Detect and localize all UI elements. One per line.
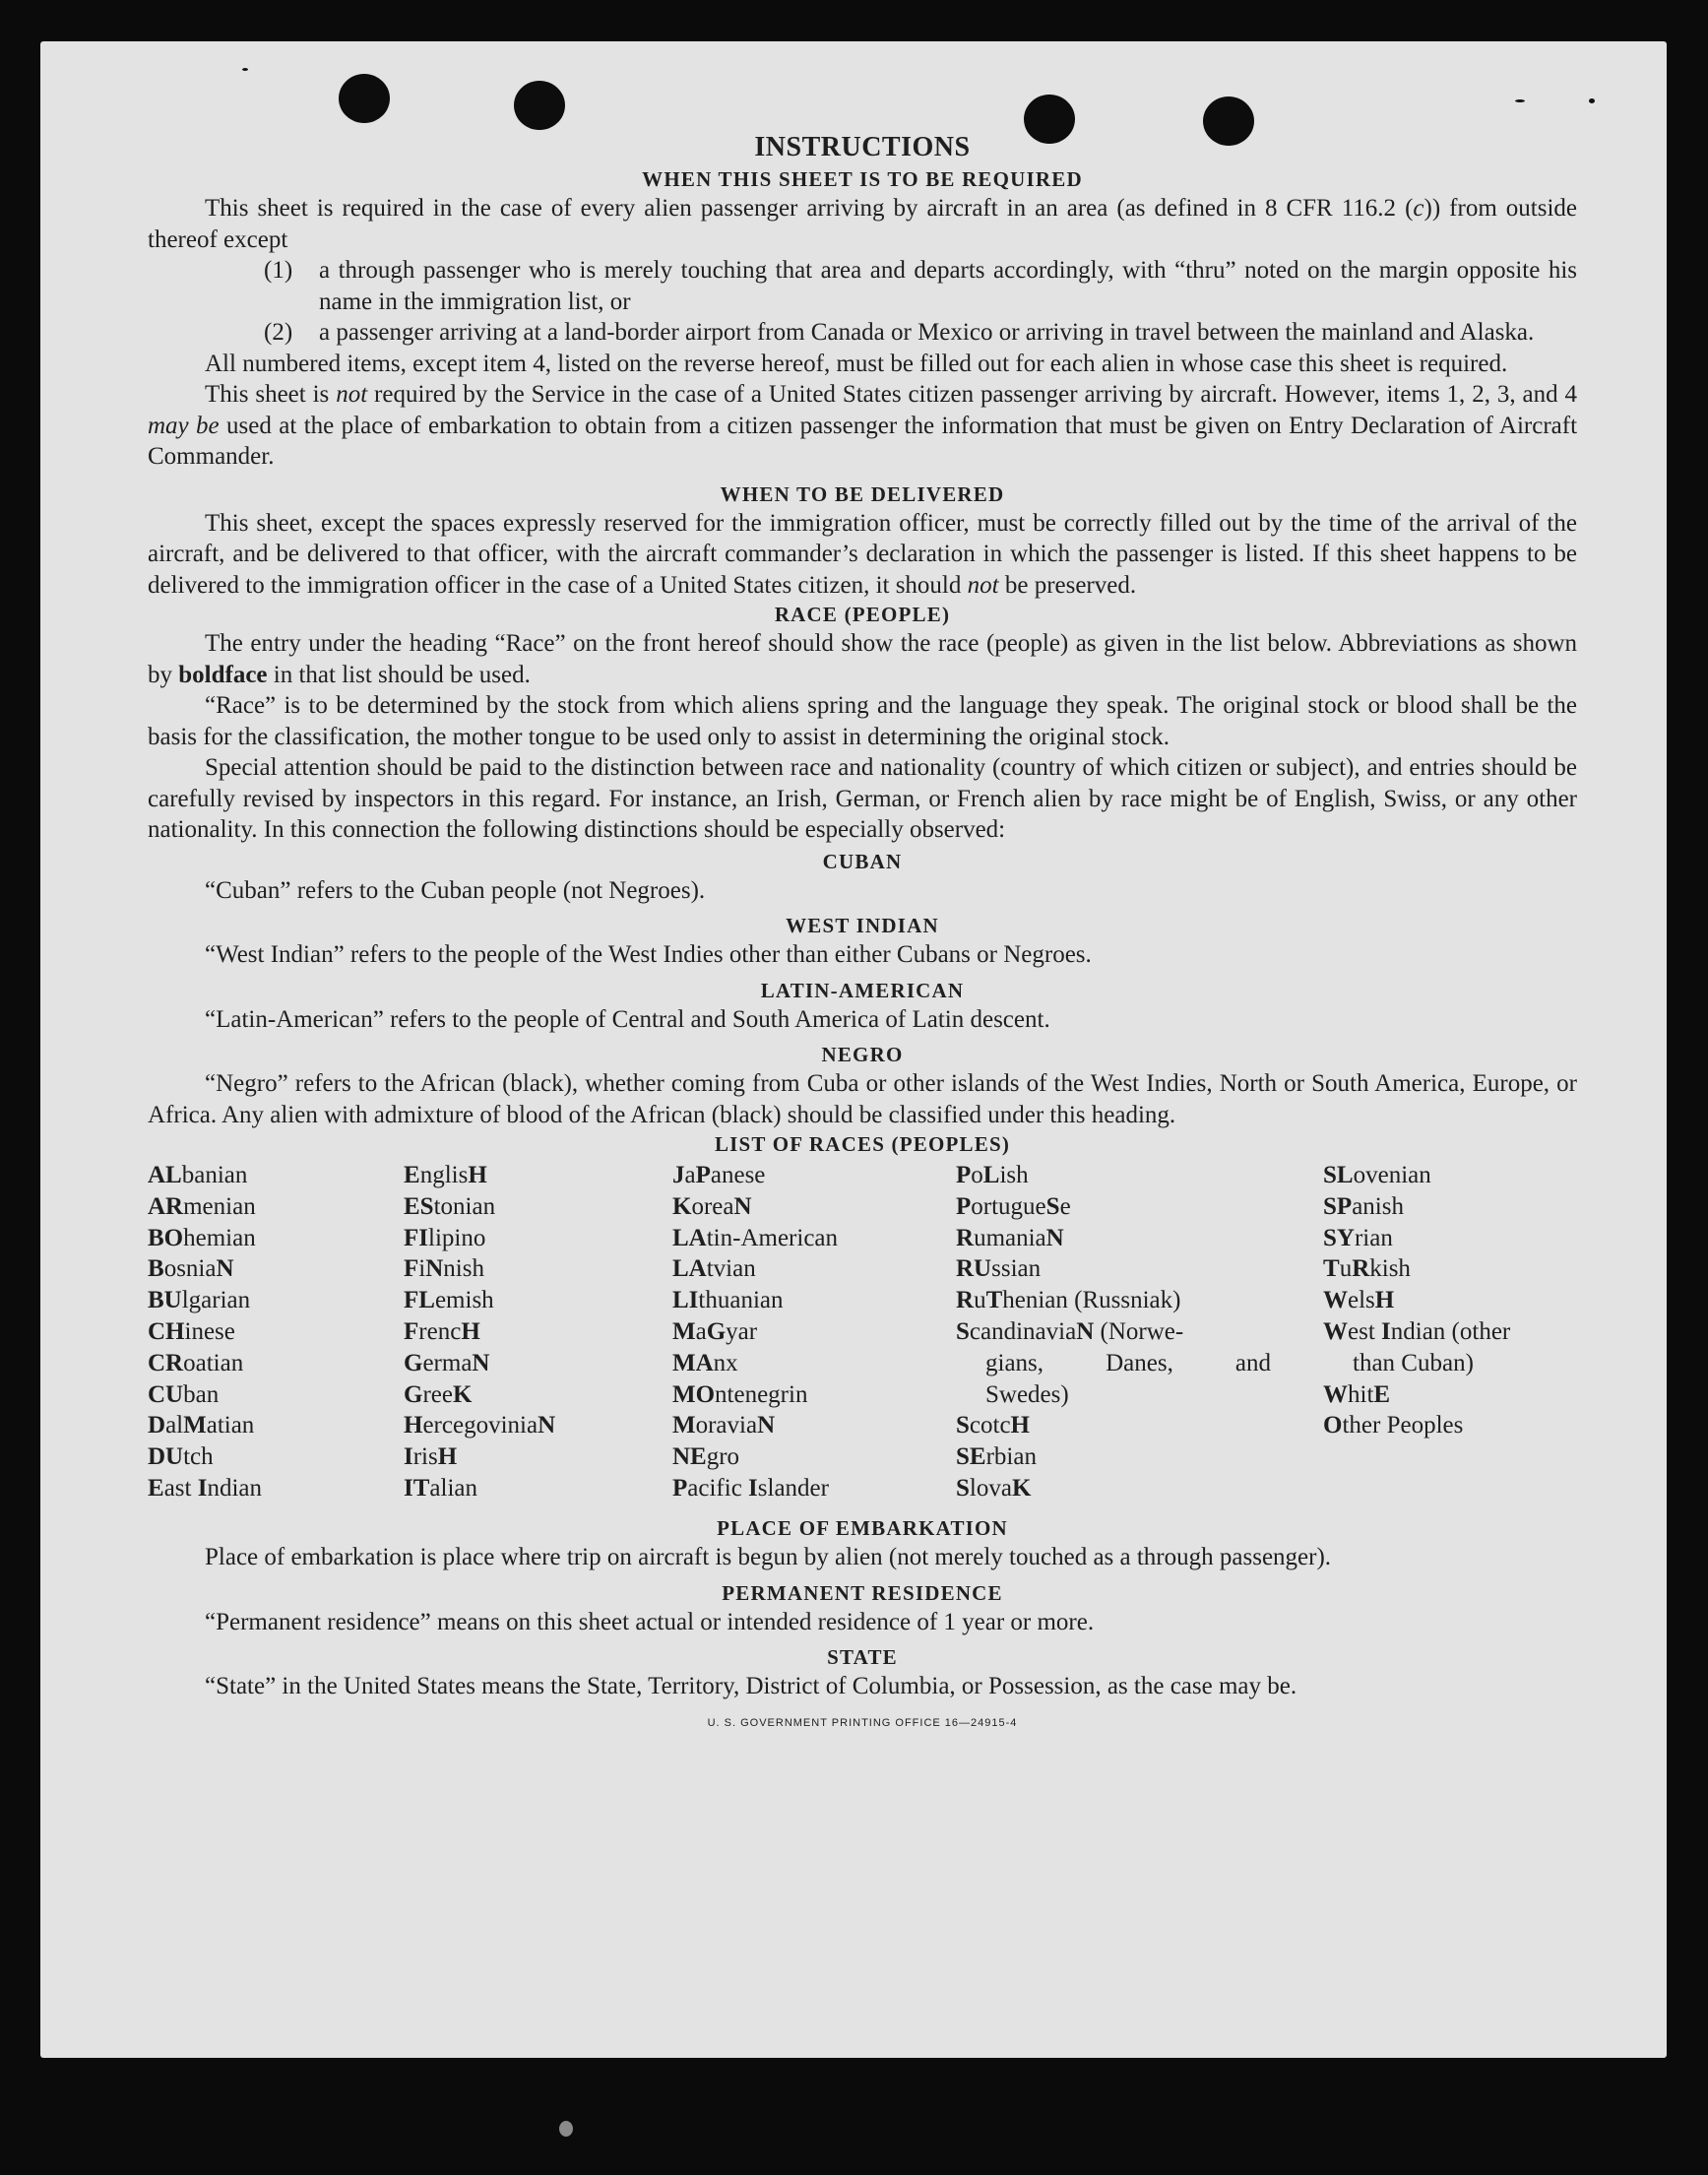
race-entry-continuation: Swedes): [985, 1380, 1069, 1408]
race-entry-continuation: than Cuban): [1353, 1349, 1474, 1376]
race-entry: [404, 1473, 555, 1504]
race-abbrev: B: [148, 1255, 164, 1283]
race-text: thuanian: [698, 1287, 784, 1314]
race-abbrev: RU: [956, 1255, 992, 1283]
race-text: banian: [181, 1162, 248, 1188]
race-text: ther Peoples: [1342, 1412, 1464, 1439]
p3-not: not: [336, 381, 368, 408]
heading-place-of-embarkation: PLACE OF EMBARKATION: [717, 1516, 1008, 1540]
race-text: Danes,: [1106, 1349, 1173, 1376]
place-text: Place of embarkation is place where trip on aircraft is begun by alien (not merely touched as a through passenger).: [205, 1544, 1332, 1570]
race-entry: [404, 1223, 555, 1254]
race-text: lgarian: [181, 1287, 251, 1314]
when-required-intro: [148, 193, 1577, 255]
race-paragraph-3: Special attention should be paid to the distinction between race and nationality (country of which citizen or subject), and entries should be carefully revised by inspectors in this regard. For instance, an Irish, German, or French alien by race might be of English, Swiss, or any other nationality. In this connection the following distinctions should be especially observed:: [148, 754, 1577, 843]
speck: [1589, 98, 1595, 103]
race-abbrev: W: [1323, 1380, 1348, 1408]
race-abbrev: D: [148, 1412, 166, 1439]
race-text: ndian: [207, 1474, 262, 1502]
race-text: yar: [726, 1317, 758, 1345]
race-entry: [672, 1379, 838, 1411]
race-entry: [956, 1410, 1271, 1441]
race-abbrev: H: [437, 1443, 458, 1471]
race-abbrev: G: [404, 1349, 423, 1376]
punch-hole-2: [514, 81, 565, 130]
when-delivered-paragraph: [148, 508, 1577, 602]
race-abbrev: T: [1323, 1255, 1340, 1283]
race-text: anish: [1352, 1192, 1404, 1220]
race-text-a: The entry under the heading “Race” on the front hereof should show the race (people) as given in the list below. Abbreviations as shown by: [148, 630, 1577, 688]
exception-item-1: [148, 255, 1577, 317]
heading-west-indian: WEST INDIAN: [786, 914, 939, 937]
heading-state: STATE: [827, 1645, 898, 1669]
race-abbrev: K: [672, 1192, 692, 1220]
race-abbrev: AR: [148, 1192, 184, 1220]
race-text: emish: [434, 1287, 494, 1314]
race-text: ssian: [991, 1255, 1042, 1283]
race-abbrev: LA: [672, 1255, 707, 1283]
race-abbrev: K: [452, 1380, 473, 1408]
heading-race: RACE (PEOPLE): [774, 603, 951, 626]
race-text: ris: [412, 1443, 438, 1471]
printing-office-footer: U. S. GOVERNMENT PRINTING OFFICE 16—24915-4: [707, 1716, 1018, 1729]
punch-hole-1: [339, 74, 390, 123]
race-abbrev: N: [757, 1412, 776, 1439]
race-text: i: [418, 1255, 426, 1283]
race-column-2: [404, 1160, 555, 1504]
race-abbrev: S: [956, 1412, 970, 1439]
race-abbrev: LI: [672, 1287, 699, 1314]
race-entry: [148, 1285, 262, 1316]
race-text: tin-American: [706, 1224, 839, 1251]
item-text: a through passenger who is merely touching that area and departs accordingly, with “thru” noted on the margin opposite his name in the immigration list, or: [319, 257, 1577, 315]
race-text: ovenian: [1353, 1162, 1431, 1188]
race-entry: [148, 1316, 262, 1348]
race-abbrev: P: [956, 1162, 972, 1188]
race-entry: [1323, 1316, 1510, 1348]
race-abbrev: IT: [404, 1474, 430, 1502]
race-text: ree: [422, 1380, 453, 1408]
p3-text-b: required by the Service in the case of a United States citizen passenger arriving by aircraft. However, items 1, 2, 3, and 4: [367, 381, 1577, 408]
race-entry: [148, 1410, 262, 1441]
race-abbrev: N: [538, 1412, 556, 1439]
race-abbrev: CR: [148, 1349, 184, 1376]
west-indian-text: “West Indian” refers to the people of the West Indies other than either Cubans or Negroes.: [205, 941, 1092, 968]
race-entry: [672, 1285, 838, 1316]
race-abbrev: S: [1045, 1192, 1060, 1220]
residence-text: “Permanent residence” means on this sheet actual or intended residence of 1 year or more.: [205, 1608, 1095, 1635]
race-abbrev: R: [1352, 1255, 1370, 1283]
race-abbrev: SY: [1323, 1224, 1355, 1251]
race-abbrev: P: [695, 1162, 711, 1188]
delivered-text-b: be preserved.: [998, 571, 1137, 599]
race-abbrev: E: [148, 1474, 164, 1502]
race-abbrev: CU: [148, 1380, 184, 1408]
race-abbrev: H: [404, 1412, 423, 1439]
race-entry: [956, 1473, 1271, 1504]
race-entry: [148, 1191, 262, 1223]
race-text: ast: [163, 1474, 198, 1502]
race-abbrev: N: [733, 1192, 752, 1220]
race-text: a: [684, 1162, 696, 1188]
race-text: e: [1059, 1192, 1071, 1220]
race-abbrev: H: [468, 1162, 487, 1188]
race-entry: [1323, 1160, 1510, 1191]
race-abbrev: MA: [672, 1349, 714, 1376]
p3-may-be: may be: [148, 412, 220, 439]
cuban-text: “Cuban” refers to the Cuban people (not Negroes).: [205, 876, 706, 904]
race-abbrev: ES: [404, 1192, 434, 1220]
race-text: lova: [969, 1474, 1012, 1502]
race-text: umania: [974, 1224, 1046, 1251]
item-number: (1): [264, 257, 293, 284]
race-column-3: [672, 1160, 838, 1504]
race-text: (Norwe-: [1094, 1317, 1184, 1345]
race-entry: [404, 1441, 555, 1473]
negro-text: “Negro” refers to the African (black), whether coming from Cuba or other islands of the West Indies, North or South America, Europe, or Africa. Any alien with admixture of blood of the African (black) should be classified under this heading.: [148, 1070, 1577, 1128]
race-abbrev: CH: [148, 1317, 185, 1345]
intro-text-b: )) from outside thereof except: [148, 195, 1577, 253]
race-text: al: [165, 1412, 184, 1439]
race-boldface: boldface: [178, 661, 268, 688]
race-entry: [148, 1441, 262, 1473]
race-entry: [404, 1348, 555, 1379]
when-required-paragraph-2: All numbered items, except item 4, listed on the reverse hereof, must be filled out for each alien in whose case this sheet is required.: [205, 350, 1508, 377]
race-entry: [1323, 1348, 1510, 1379]
race-abbrev: N: [1045, 1224, 1064, 1251]
race-entry: [956, 1191, 1271, 1223]
heading-when-delivered: WHEN TO BE DELIVERED: [720, 481, 1005, 506]
race-abbrev: M: [672, 1412, 696, 1439]
race-text: atian: [206, 1412, 255, 1439]
scan-mark: [559, 2121, 573, 2137]
race-abbrev: I: [1381, 1317, 1391, 1345]
race-text: menian: [183, 1192, 256, 1220]
race-text: erma: [422, 1349, 473, 1376]
race-text: ercegovinia: [422, 1412, 538, 1439]
race-text: kish: [1369, 1255, 1411, 1283]
race-text: tvian: [706, 1255, 756, 1283]
race-entry: [672, 1410, 838, 1441]
race-entry: [956, 1348, 1271, 1379]
race-text: o: [971, 1162, 983, 1188]
heading-list-of-races: LIST OF RACES (PEOPLES): [714, 1132, 1011, 1156]
race-entry: [956, 1223, 1271, 1254]
delivered-text-a: This sheet, except the spaces expressly reserved for the immigration officer, must be correctly filled out by the time of the arrival of the aircraft, and be delivered to that officer, with the aircraft commander’s declaration in which the passenger is listed. If this sheet happens to be delivered to the immigration officer in the case of a United States citizen, it should: [148, 509, 1577, 599]
race-entry: [672, 1160, 838, 1191]
race-abbrev: DU: [148, 1443, 184, 1471]
race-abbrev: O: [1323, 1412, 1343, 1439]
race-entry: [404, 1191, 555, 1223]
race-text: nglis: [419, 1162, 469, 1188]
race-entry: [956, 1379, 1271, 1411]
race-text-b: in that list should be used.: [267, 661, 531, 688]
race-text: gro: [706, 1443, 740, 1471]
race-abbrev: I: [197, 1474, 208, 1502]
race-abbrev: H: [1010, 1412, 1030, 1439]
race-text: slander: [757, 1474, 829, 1502]
race-entry: [148, 1348, 262, 1379]
heading-cuban: CUBAN: [822, 849, 903, 873]
race-entry: [404, 1160, 555, 1191]
race-text: orea: [691, 1192, 734, 1220]
race-abbrev: BO: [148, 1224, 184, 1251]
race-text: nish: [443, 1255, 484, 1283]
race-text: and: [1234, 1349, 1271, 1376]
race-abbrev: K: [1011, 1474, 1032, 1502]
race-text: u: [1339, 1255, 1353, 1283]
race-abbrev: R: [956, 1287, 975, 1314]
p3-text-c: used at the place of embarkation to obtain from a citizen passenger the information that must be given on Entry Declaration of Aircraft Commander.: [148, 412, 1578, 470]
race-text: ntenegrin: [715, 1380, 808, 1408]
race-entry: [956, 1441, 1271, 1473]
race-abbrev: M: [183, 1412, 207, 1439]
race-column-5: [1323, 1160, 1510, 1441]
race-entry: [672, 1348, 838, 1379]
race-entry: [404, 1316, 555, 1348]
race-entry: [956, 1160, 1271, 1191]
race-abbrev: N: [216, 1255, 234, 1283]
race-text: ortugue: [971, 1192, 1046, 1220]
race-text: ndian (other: [1390, 1317, 1511, 1345]
when-required-paragraph-3: [148, 379, 1577, 473]
race-text: tch: [183, 1443, 214, 1471]
race-abbrev: MO: [672, 1380, 716, 1408]
race-abbrev: S: [956, 1474, 970, 1502]
race-entry: [672, 1253, 838, 1285]
race-entry: [672, 1316, 838, 1348]
race-abbrev: R: [956, 1224, 975, 1251]
exception-item-2: [148, 317, 1577, 349]
race-abbrev: E: [404, 1162, 420, 1188]
race-abbrev: P: [672, 1474, 688, 1502]
race-abbrev: SL: [1323, 1162, 1354, 1188]
race-abbrev: G: [706, 1317, 727, 1345]
race-abbrev: F: [404, 1317, 419, 1345]
latin-american-text: “Latin-American” refers to the people of Central and South America of Latin descent.: [205, 1005, 1050, 1033]
race-text: hit: [1348, 1380, 1374, 1408]
race-text: oravia: [695, 1412, 758, 1439]
race-text: alian: [429, 1474, 477, 1502]
race-text: inese: [184, 1317, 235, 1345]
race-entry: [672, 1473, 838, 1504]
race-entry: [672, 1223, 838, 1254]
race-entry: [1323, 1379, 1510, 1411]
delivered-not: not: [967, 571, 999, 599]
race-text: tonian: [433, 1192, 496, 1220]
heading-latin-american: LATIN-AMERICAN: [760, 978, 965, 1002]
heading-negro: NEGRO: [821, 1043, 904, 1066]
race-entry: [148, 1473, 262, 1504]
race-text: u: [974, 1287, 986, 1314]
race-abbrev: L: [982, 1162, 1000, 1188]
race-text: est: [1348, 1317, 1382, 1345]
race-abbrev: I: [748, 1474, 758, 1502]
race-paragraph-2: “Race” is to be determined by the stock from which aliens spring and the language they speak. The original stock or blood shall be the basis for the classification, the mother tongue to be used only to assist in determining the original stock.: [148, 692, 1577, 750]
state-text: “State” in the United States means the State, Territory, District of Columbia, or Possession, as the case may be.: [205, 1673, 1297, 1699]
race-entry: [148, 1379, 262, 1411]
race-abbrev: S: [956, 1317, 970, 1345]
item-text: a passenger arriving at a land-border airport from Canada or Mexico or arriving in travel between the mainland and Alaska.: [319, 319, 1535, 346]
race-abbrev: W: [1323, 1317, 1348, 1345]
race-entry: [404, 1253, 555, 1285]
race-entry: [672, 1441, 838, 1473]
heading-permanent-residence: PERMANENT RESIDENCE: [722, 1580, 1003, 1605]
speck: [1515, 99, 1525, 102]
race-entry: [1323, 1253, 1510, 1285]
race-abbrev: J: [672, 1162, 685, 1188]
race-abbrev: N: [425, 1255, 444, 1283]
race-entry: [404, 1285, 555, 1316]
race-entry: [1323, 1191, 1510, 1223]
p3-text-a: This sheet is: [205, 381, 337, 408]
race-text: hemian: [183, 1224, 256, 1251]
race-entry: [672, 1191, 838, 1223]
race-column-4: [956, 1160, 1271, 1504]
race-paragraph-1: [148, 628, 1577, 690]
race-text: henian (Russniak): [1002, 1287, 1181, 1314]
intro-text-a: This sheet is required in the case of every alien passenger arriving by aircraft in an area (as defined in 8 CFR 116.2 (: [205, 195, 1414, 222]
race-entry: [956, 1285, 1271, 1316]
race-text: cotc: [969, 1412, 1011, 1439]
race-abbrev: M: [672, 1317, 696, 1345]
race-abbrev: W: [1323, 1287, 1348, 1314]
race-entry-continuation: [985, 1348, 1271, 1379]
race-text: renc: [418, 1317, 462, 1345]
race-entry: [1323, 1285, 1510, 1316]
race-abbrev: N: [1076, 1317, 1095, 1345]
race-abbrev: F: [404, 1255, 419, 1283]
race-text: els: [1348, 1287, 1375, 1314]
race-text: ish: [999, 1162, 1029, 1188]
race-text: acific: [687, 1474, 749, 1502]
race-abbrev: E: [1373, 1380, 1391, 1408]
race-abbrev: N: [472, 1349, 490, 1376]
race-text: rbian: [985, 1443, 1037, 1471]
race-entry: [404, 1379, 555, 1411]
heading-when-required: WHEN THIS SHEET IS TO BE REQUIRED: [642, 167, 1083, 191]
race-text: gians,: [985, 1349, 1044, 1376]
race-entry: [404, 1410, 555, 1441]
race-text: oatian: [183, 1349, 244, 1376]
race-entry: [956, 1316, 1271, 1348]
race-abbrev: G: [404, 1380, 423, 1408]
race-abbrev: FL: [404, 1287, 435, 1314]
race-abbrev: BU: [148, 1287, 182, 1314]
race-entry: [148, 1253, 262, 1285]
page-title: INSTRUCTIONS: [754, 132, 971, 162]
speck: [242, 68, 248, 71]
race-abbrev: SP: [1323, 1192, 1353, 1220]
race-text: lipino: [428, 1224, 486, 1251]
race-entry: [956, 1253, 1271, 1285]
race-abbrev: P: [956, 1192, 972, 1220]
race-entry: [1323, 1410, 1510, 1441]
race-abbrev: SE: [956, 1443, 986, 1471]
intro-text-c: c: [1413, 195, 1424, 222]
race-text: nx: [713, 1349, 738, 1376]
race-abbrev: T: [985, 1287, 1003, 1314]
race-abbrev: LA: [672, 1224, 707, 1251]
race-abbrev: FI: [404, 1224, 428, 1251]
race-column-1: [148, 1160, 262, 1504]
race-abbrev: AL: [148, 1162, 182, 1188]
race-abbrev: H: [1374, 1287, 1395, 1314]
race-entry: [148, 1160, 262, 1191]
race-abbrev: NE: [672, 1443, 707, 1471]
race-abbrev: H: [461, 1317, 480, 1345]
race-text: osnia: [163, 1255, 217, 1283]
race-text: rian: [1354, 1224, 1393, 1251]
race-text: anese: [710, 1162, 766, 1188]
race-entry: [148, 1223, 262, 1254]
race-abbrev: I: [404, 1443, 413, 1471]
instructions-content: [148, 130, 1577, 1739]
item-number: (2): [264, 319, 293, 346]
race-list: [148, 1160, 1577, 1510]
race-text: candinavia: [969, 1317, 1077, 1345]
race-entry: [1323, 1223, 1510, 1254]
race-text: ban: [183, 1380, 220, 1408]
race-text: a: [695, 1317, 707, 1345]
